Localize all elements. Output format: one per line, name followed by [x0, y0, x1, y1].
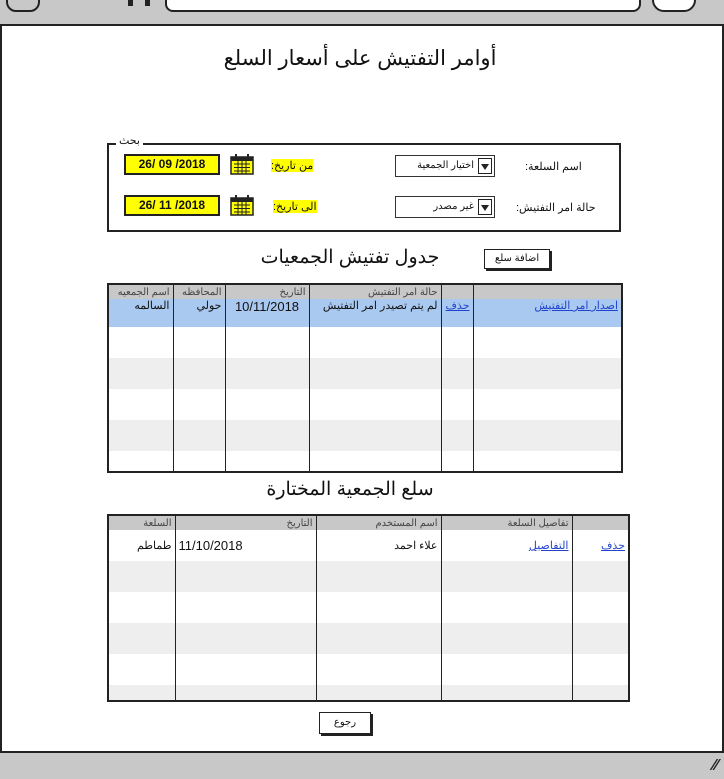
table-row: [108, 623, 629, 654]
back-nav-icon[interactable]: [6, 0, 40, 12]
delete-link[interactable]: حذف: [441, 299, 473, 327]
cell-status: لم يتم تصيدر امر التفتيش: [309, 299, 441, 327]
back-button[interactable]: رجوع: [319, 712, 371, 734]
issue-order-link[interactable]: اصدار امر التفتيش: [473, 299, 622, 327]
col-header-delete: [441, 284, 473, 299]
societies-table-title: جدول تفتيش الجمعيات: [260, 247, 440, 268]
resize-icon[interactable]: ⁄⁄: [712, 757, 718, 774]
cell-date: 11/10/2018: [175, 530, 316, 561]
add-item-button[interactable]: اضافة سلع: [484, 249, 550, 269]
cell-date: 10/11/2018: [225, 299, 309, 327]
col-header-status[interactable]: حالة امر التفتيش: [309, 284, 441, 299]
status-select[interactable]: [395, 196, 495, 218]
dropdown-arrow-icon[interactable]: [478, 199, 492, 215]
col-header-date[interactable]: التاريخ: [175, 515, 316, 530]
table-row: [108, 451, 622, 472]
col-header-date[interactable]: التاريخ: [225, 284, 309, 299]
col-header-delete: [572, 515, 629, 530]
table-row: [108, 561, 629, 592]
item-name-label: اسم السلعة:: [525, 161, 582, 173]
table-row: [108, 654, 629, 685]
col-header-society-name[interactable]: اسم الجمعيه: [108, 284, 173, 299]
cell-user: علاء احمد: [316, 530, 441, 561]
status-value: غير مصدر: [433, 201, 474, 212]
calendar-icon[interactable]: [230, 194, 254, 216]
col-header-user[interactable]: اسم المستخدم: [316, 515, 441, 530]
menu-icon[interactable]: [652, 0, 696, 12]
cell-society-name: السالمه: [108, 299, 173, 327]
details-link[interactable]: التفاصيل: [441, 530, 572, 561]
cell-governorate: حولي: [173, 299, 225, 327]
col-header-issue: [473, 284, 622, 299]
delete-link[interactable]: حذف: [572, 530, 629, 561]
page-title: أوامر التفتيش على أسعار السلع: [223, 47, 497, 70]
table-row[interactable]: [108, 299, 622, 327]
dropdown-arrow-icon[interactable]: [478, 158, 492, 174]
cell-item: طماطم: [108, 530, 175, 561]
pause-icon[interactable]: [128, 0, 150, 6]
from-date-input[interactable]: 26/ 09 /2018: [124, 154, 220, 175]
col-header-governorate[interactable]: المحافظه: [173, 284, 225, 299]
col-header-item[interactable]: السلعة: [108, 515, 175, 530]
calendar-icon[interactable]: [230, 153, 254, 175]
col-header-details[interactable]: تفاصيل السلعة: [441, 515, 572, 530]
items-table: [107, 514, 630, 702]
status-bar: [0, 751, 724, 779]
status-label: حالة امر التفتيش:: [516, 202, 596, 214]
table-row: [108, 592, 629, 623]
table-row[interactable]: [108, 530, 629, 561]
address-bar[interactable]: [165, 0, 641, 12]
items-table-title: سلع الجمعية المختارة: [266, 479, 434, 500]
table-row: [108, 420, 622, 451]
table-row: [108, 358, 622, 389]
item-name-select[interactable]: [395, 155, 495, 177]
search-legend: بحث: [116, 134, 143, 147]
to-date-input[interactable]: 26/ 11 /2018: [124, 195, 220, 216]
societies-table: [107, 283, 623, 473]
table-row: [108, 327, 622, 358]
table-row: [108, 685, 629, 701]
to-date-label: الى تاريخ:: [273, 201, 317, 213]
table-row: [108, 389, 622, 420]
from-date-label: من تاريخ:: [271, 160, 314, 172]
item-name-value: اختيار الجمعية: [417, 160, 474, 171]
